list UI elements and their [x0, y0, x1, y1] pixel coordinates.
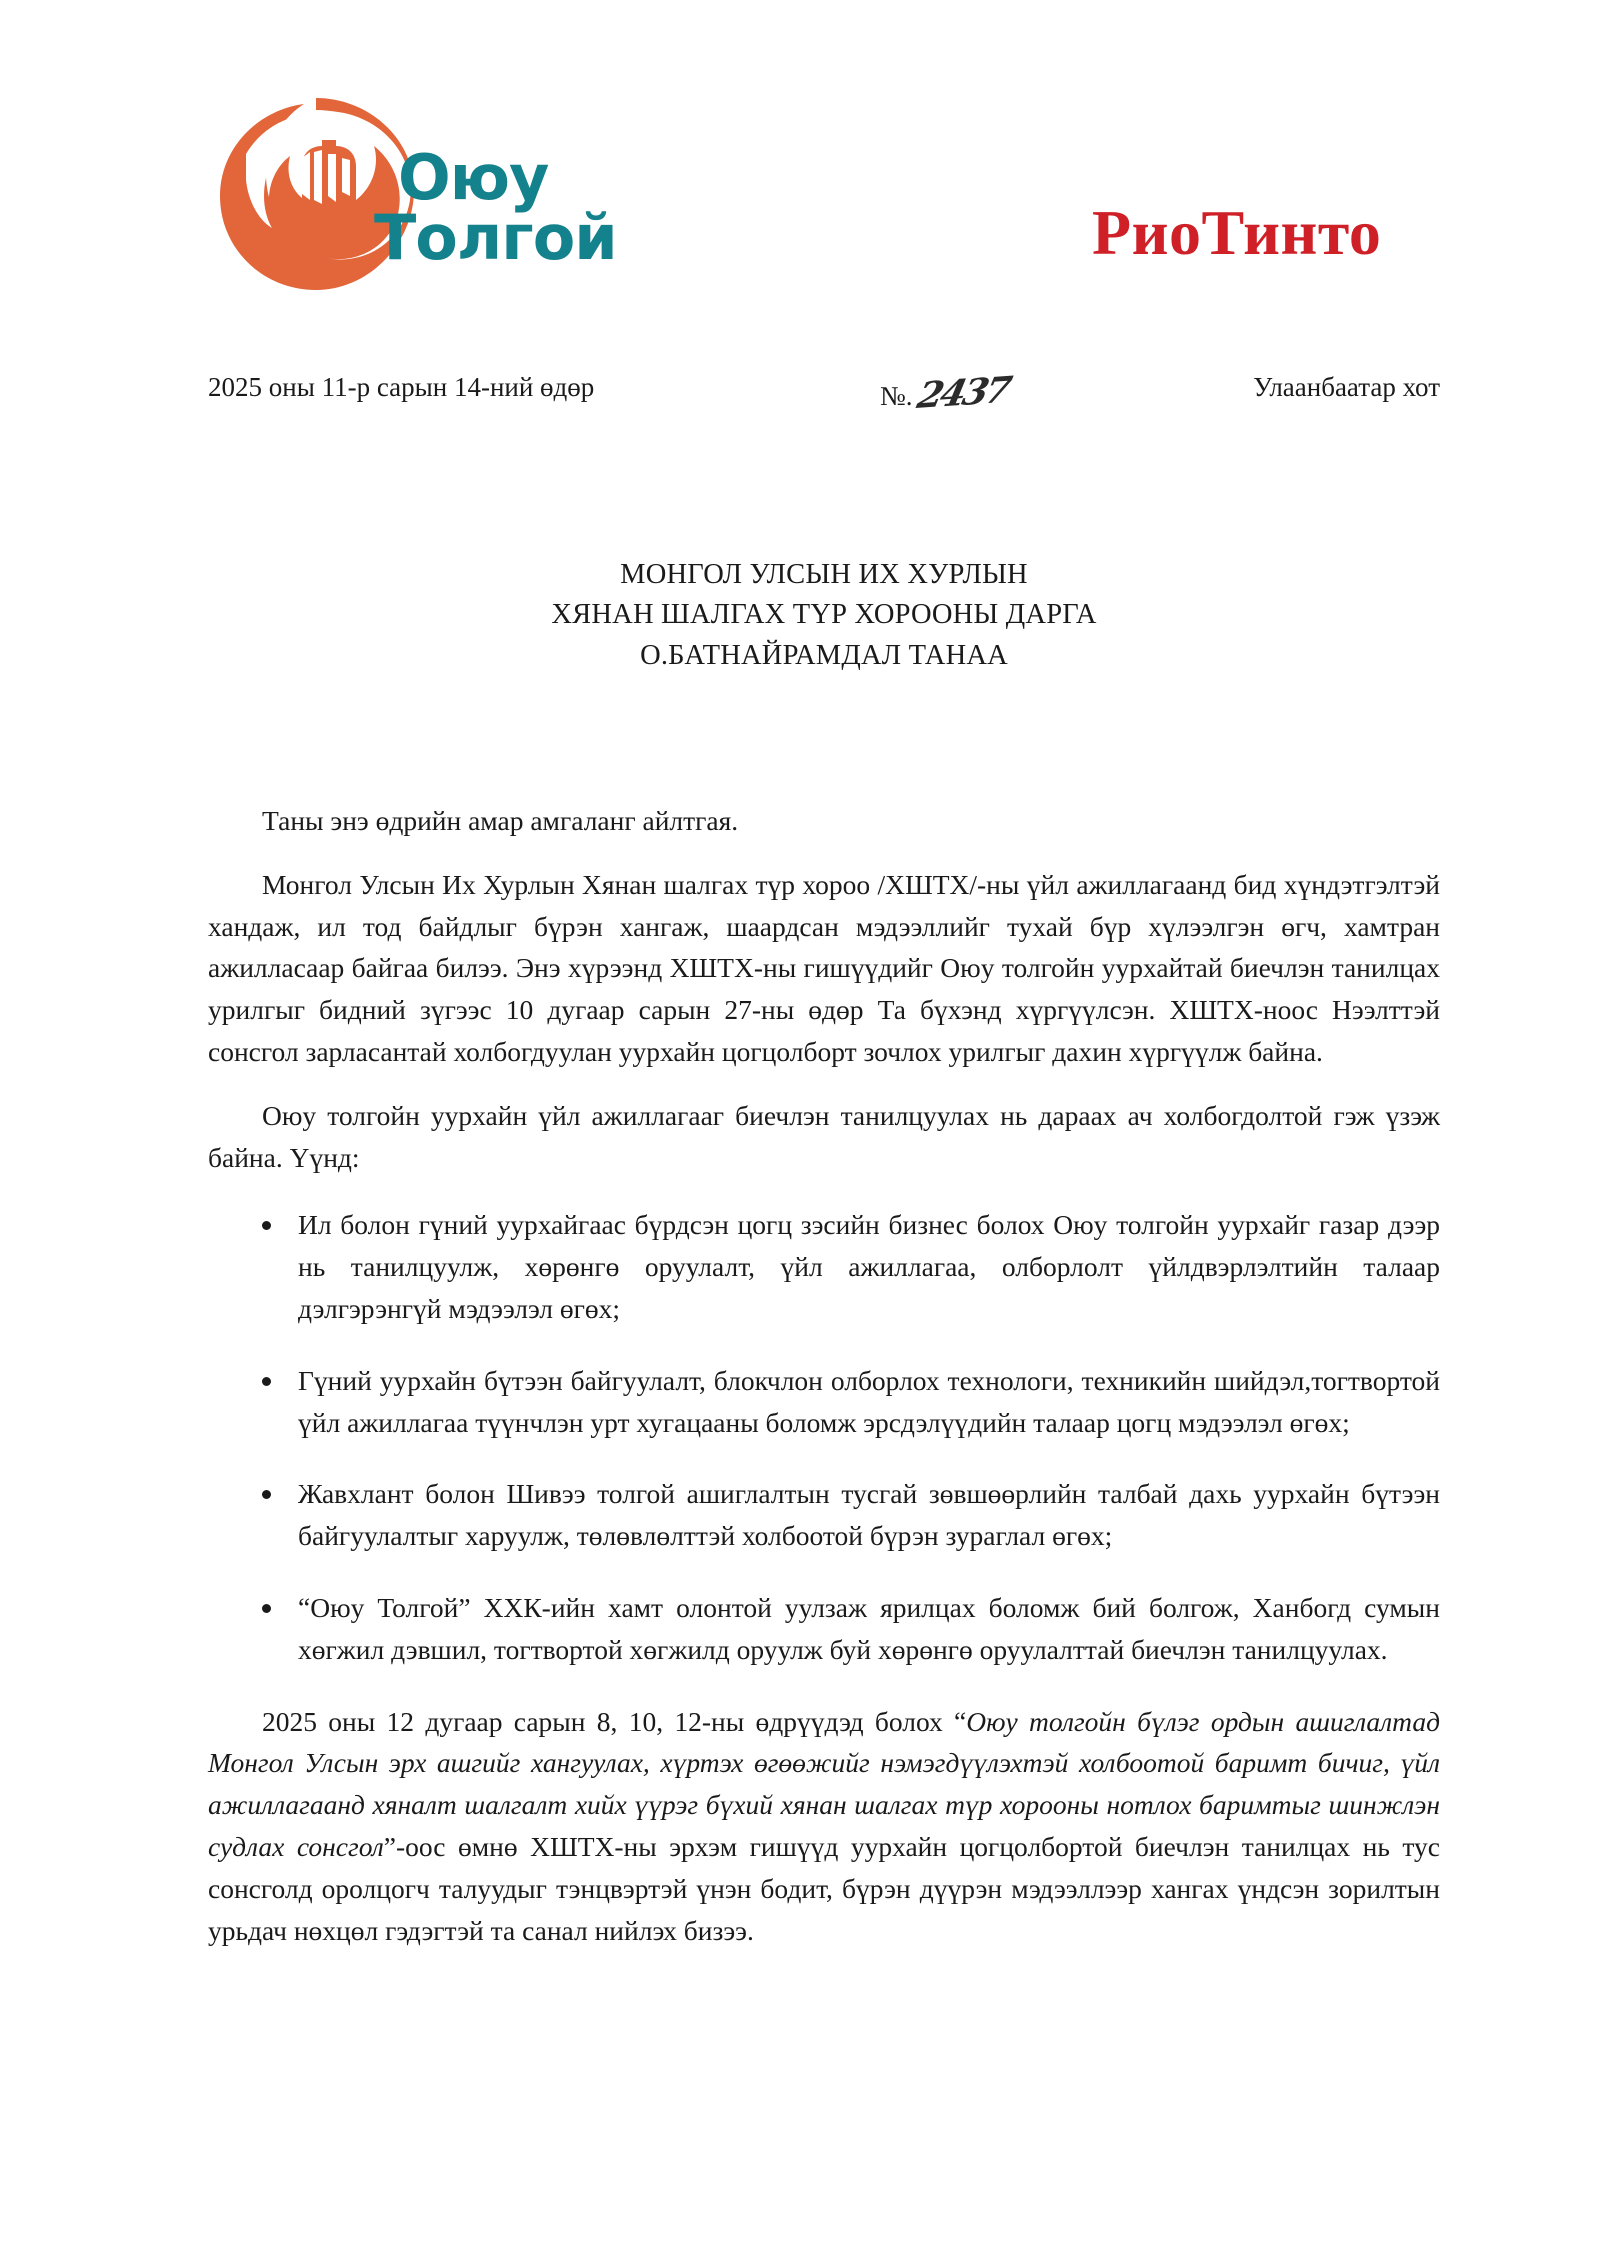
document-number	[880, 368, 1013, 418]
document-meta-line	[208, 368, 1440, 418]
addressee-line-1: МОНГОЛ УЛСЫН ИХ ХУРЛЫН	[620, 559, 1028, 590]
document-city: Улаанбаатар хот	[1253, 372, 1440, 402]
oyu-tolgoi-wordmark	[374, 141, 648, 274]
greeting-paragraph: Таны энэ өдрийн амар амгаланг айлтгая.	[262, 805, 739, 836]
list-item: “Оюу Толгой” ХХК-ийн хамт олонтой уулзаж ярилцах боломж бий болгож, Ханбогд сумын хөгжил дэвшил, тогтвортой хөгжилд оруулж буй хөрөнгө оруулалттай биечлэн танилцуулах.	[208, 1587, 1440, 1671]
paragraph-2: Оюу толгойн уурхайн үйл ажиллагааг биечлэн танилцуулах нь дараах ач холбогдолтой гэж үзэж байна. Үүнд:	[208, 1099, 1440, 1173]
oyu-tolgoi-wordmark-line2: Толгой	[374, 200, 617, 274]
document-number-label: №.	[880, 381, 913, 411]
addressee-line-2: ХЯНАН ШАЛГАХ ТҮР ХОРООНЫ ДАРГА	[551, 599, 1097, 631]
document-date: 2025 оны 11-р сарын 14-ний өдөр	[208, 372, 595, 402]
oyu-tolgoi-wordmark-line1: Оюу	[398, 141, 549, 214]
addressee-line-3: О.БАТНАЙРАМДАЛ ТАНАА	[640, 639, 1008, 671]
closing-paragraph-pre: 2025 оны 12 дугаар сарын 8, 10, 12-ны өдрүүдэд болох “	[262, 1705, 967, 1737]
addressee-block	[208, 555, 1440, 676]
paragraph-1: Монгол Улсын Их Хурлын Хянан шалгах түр хороо /ХШТХ/-ны үйл ажиллагаанд бид хүндэтгэлтэй хандаж, ил тод байдлыг бүрэн хангаж, шаардсан мэдээллийг тухай бүр хүлээлгэн өгч, хамтран ажилласаар байгаа билээ. Энэ хүрээнд ХШТХ-ны гишүүдийг Оюу толгойн уурхайтай биечлэн танилцах урилгыг бидний зүгээс 10 дугаар сарын 27-ны өдөр Та бүхэнд хүргүүлсэн. ХШТХ-ноос Нээлттэй сонсгол зарласантай холбогдуулан уурхайн цогцолборт зочлох урилгыг дахин хүргүүлж байна.	[208, 868, 1440, 1067]
rio-tinto-logo: РиоТинто	[1092, 197, 1382, 268]
letter-body	[208, 800, 1440, 1973]
letterhead-header	[0, 0, 1600, 340]
benefits-list	[208, 1204, 1440, 1670]
closing-paragraph	[208, 1701, 1440, 1952]
list-item: Гүний уурхайн бүтээн байгуулалт, блокчлон олборлох технологи, техникийн шийдэл,тогтвортой үйл ажиллагаа түүнчлэн урт хугацааны боломж эрсдэлүүдийн талаар цогц мэдээлэл өгөх;	[208, 1360, 1440, 1444]
list-item: Ил болон гүний уурхайгаас бүрдсэн цогц зэсийн бизнес болох Оюу толгойн уурхайг газар дээр нь танилцуулж, хөрөнгө оруулалт, үйл ажиллагаа, олборлолт үйлдвэрлэлтийн талаар дэлгэрэнгүй мэдээлэл өгөх;	[208, 1204, 1440, 1329]
hearing-title-quote: Оюу толгойн бүлэг ордын ашиглалтад Монгол Улсын эрх ашгийг хангуулах, хүртэх өгөөжийг нэмэгдүүлэхтэй холбоотой баримт бичиг, үйл ажиллагаанд хяналт шалгалт хийх үүрэг бүхий хянан шалгах түр хорооны нотлох баримтыг шинжлэн судлах сонсгол	[208, 1705, 1440, 1862]
list-item: Жавхлант болон Шивээ толгой ашиглалтын тусгай зөвшөөрлийн талбай дахь уурхайн бүтээн байгуулалтыг харуулж, төлөвлөлттэй холбоотой бүрэн зураглал өгөх;	[208, 1473, 1440, 1557]
oyu-tolgoi-logo	[218, 96, 638, 306]
closing-paragraph-post: ”-оос өмнө ХШТХ-ны эрхэм гишүүд уурхайн цогцолбортой биечлэн танилцах нь тус сонсголд оролцогч талуудыг тэнцвэртэй үнэн бодит, бүрэн дүүрэн мэдээллээр хангах үндсэн зорилтын урьдач нөхцөл гэдэгтэй та санал нийлэх бизээ.	[208, 1830, 1440, 1946]
document-number-value: 2437	[913, 368, 1013, 418]
